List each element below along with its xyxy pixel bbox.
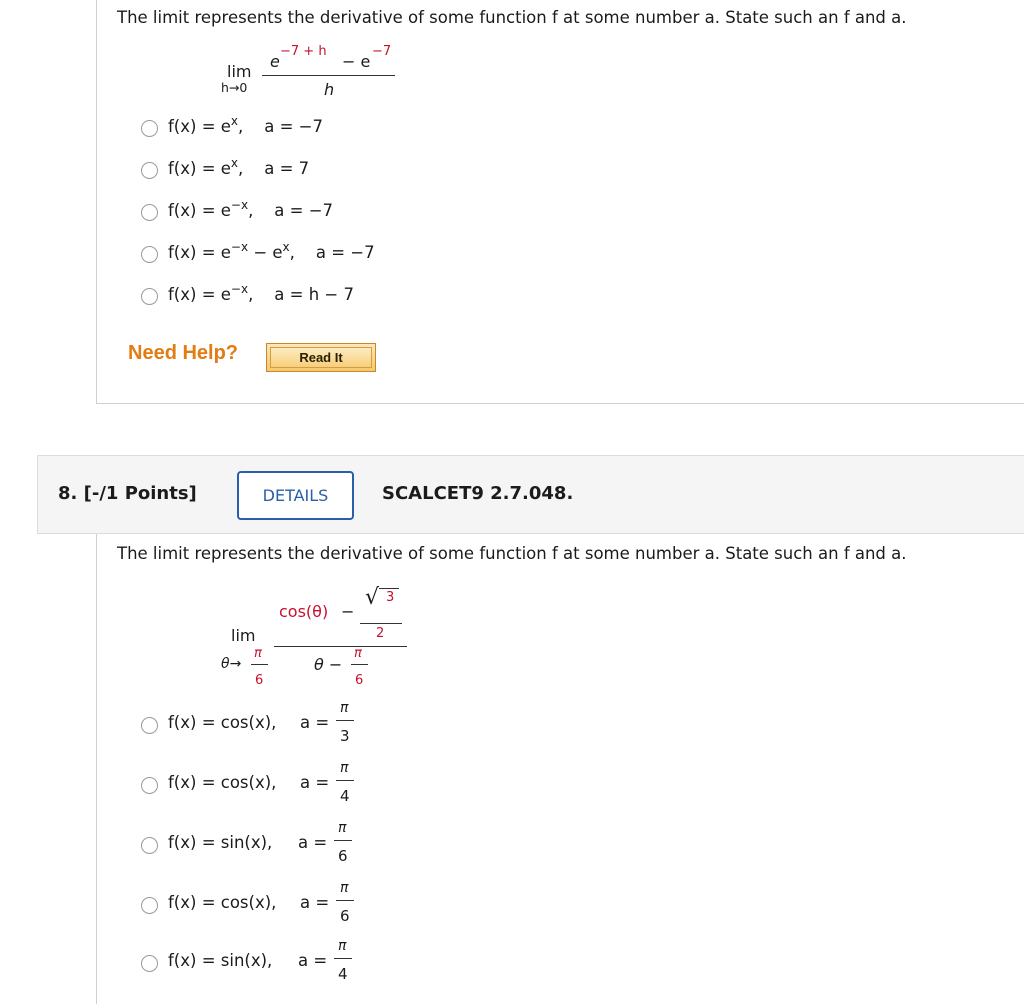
option-a-value: , a = −7 [248,201,334,220]
numerator-minus: − [341,602,355,621]
lim-subscript-pi: π [254,646,262,661]
radio-button[interactable] [141,204,158,221]
read-it-button[interactable] [266,343,376,372]
radio-button[interactable] [141,717,158,734]
option-denominator: 6 [338,847,348,865]
option-a-label: a = [300,713,330,732]
sqrt-denominator: 2 [376,626,385,641]
denominator-theta: θ − [314,655,343,674]
sqrt-bar [379,588,399,589]
question-number: 8. [-/1 Points] [58,483,197,504]
radio-button[interactable] [141,162,158,179]
lim-label: lim [227,62,252,81]
option-denominator: 4 [338,965,348,983]
option-a-value: , a = −7 [289,243,375,262]
denominator: h [324,80,335,99]
radio-button[interactable] [141,288,158,305]
denominator-fraction-bar [351,664,368,665]
option-fraction-bar [334,840,352,841]
option-exponent: x [230,114,239,128]
details-button[interactable]: DETAILS [237,471,354,520]
radio-button[interactable] [141,897,158,914]
subscript-fraction-bar [251,664,268,665]
radio-button[interactable] [141,955,158,972]
option-fraction-bar [336,720,354,721]
option-function: f(x) = e [168,117,231,136]
main-fraction-bar [274,646,407,647]
radio-button[interactable] [141,777,158,794]
option-function: f(x) = sin(x), [168,833,273,852]
need-help-label: Need Help? [128,342,239,364]
read-it-label: Read It [270,347,372,368]
option-pi: π [338,938,347,954]
lim-subscript-den: 6 [255,673,264,688]
option-fraction-bar [336,900,354,901]
option-function: f(x) = e [168,159,231,178]
option-pi: π [340,700,349,716]
option-exponent-2: x [282,240,290,254]
option-fraction-bar [334,958,352,959]
option-function: f(x) = cos(x), [168,713,277,732]
option-fraction-bar [336,780,354,781]
inner-fraction-bar [360,623,402,624]
option-a-label: a = [300,893,330,912]
option-a-value: , a = −7 [238,117,324,136]
option-pi: π [340,880,349,896]
lim-subscript: h→0 [221,80,248,95]
option-exponent: x [230,156,239,170]
question-code: SCALCET9 2.7.048. [382,483,574,504]
option-denominator: 4 [340,787,350,805]
question-8-text: The limit represents the derivative of some function f at some number a. State such an f and a. [117,544,907,563]
question-8-card [96,534,1024,1004]
option-pi: π [340,760,349,776]
lim-subscript-var: θ→ [221,656,242,672]
option-a-value: , a = 7 [238,159,310,178]
radio-button[interactable] [141,837,158,854]
option-function: f(x) = e [168,243,231,262]
option-a-label: a = [298,951,328,970]
option-function: f(x) = sin(x), [168,951,273,970]
numerator-minus-e: − e [342,52,371,71]
option-function: f(x) = cos(x), [168,893,277,912]
option-a-label: a = [300,773,330,792]
denominator-six: 6 [355,673,364,688]
option-exponent: −x [230,282,249,296]
sqrt-argument: 3 [386,590,395,605]
radio-button[interactable] [141,120,158,137]
option-a-label: a = [298,833,328,852]
numerator-exponent-2: −7 [372,44,392,59]
option-a-value: , a = h − 7 [248,285,354,304]
denominator-pi: π [354,646,362,661]
option-function: f(x) = cos(x), [168,773,277,792]
option-function: f(x) = e [168,201,231,220]
option-denominator: 3 [340,727,350,745]
option-pi: π [338,820,347,836]
option-exponent: −x [230,198,249,212]
option-middle: − e [248,243,283,262]
lim-label: lim [231,626,256,645]
sqrt-symbol: √ [365,585,380,610]
numerator-exponent-1: −7 + h [280,44,327,59]
radio-button[interactable] [141,246,158,263]
fraction-bar [262,75,395,76]
option-function: f(x) = e [168,285,231,304]
numerator-base: e [270,52,280,71]
option-denominator: 6 [340,907,350,925]
option-exponent: −x [230,240,249,254]
numerator-cos: cos(θ) [279,602,329,621]
question-7-text: The limit represents the derivative of some function f at some number a. State such an f and a. [117,8,907,27]
